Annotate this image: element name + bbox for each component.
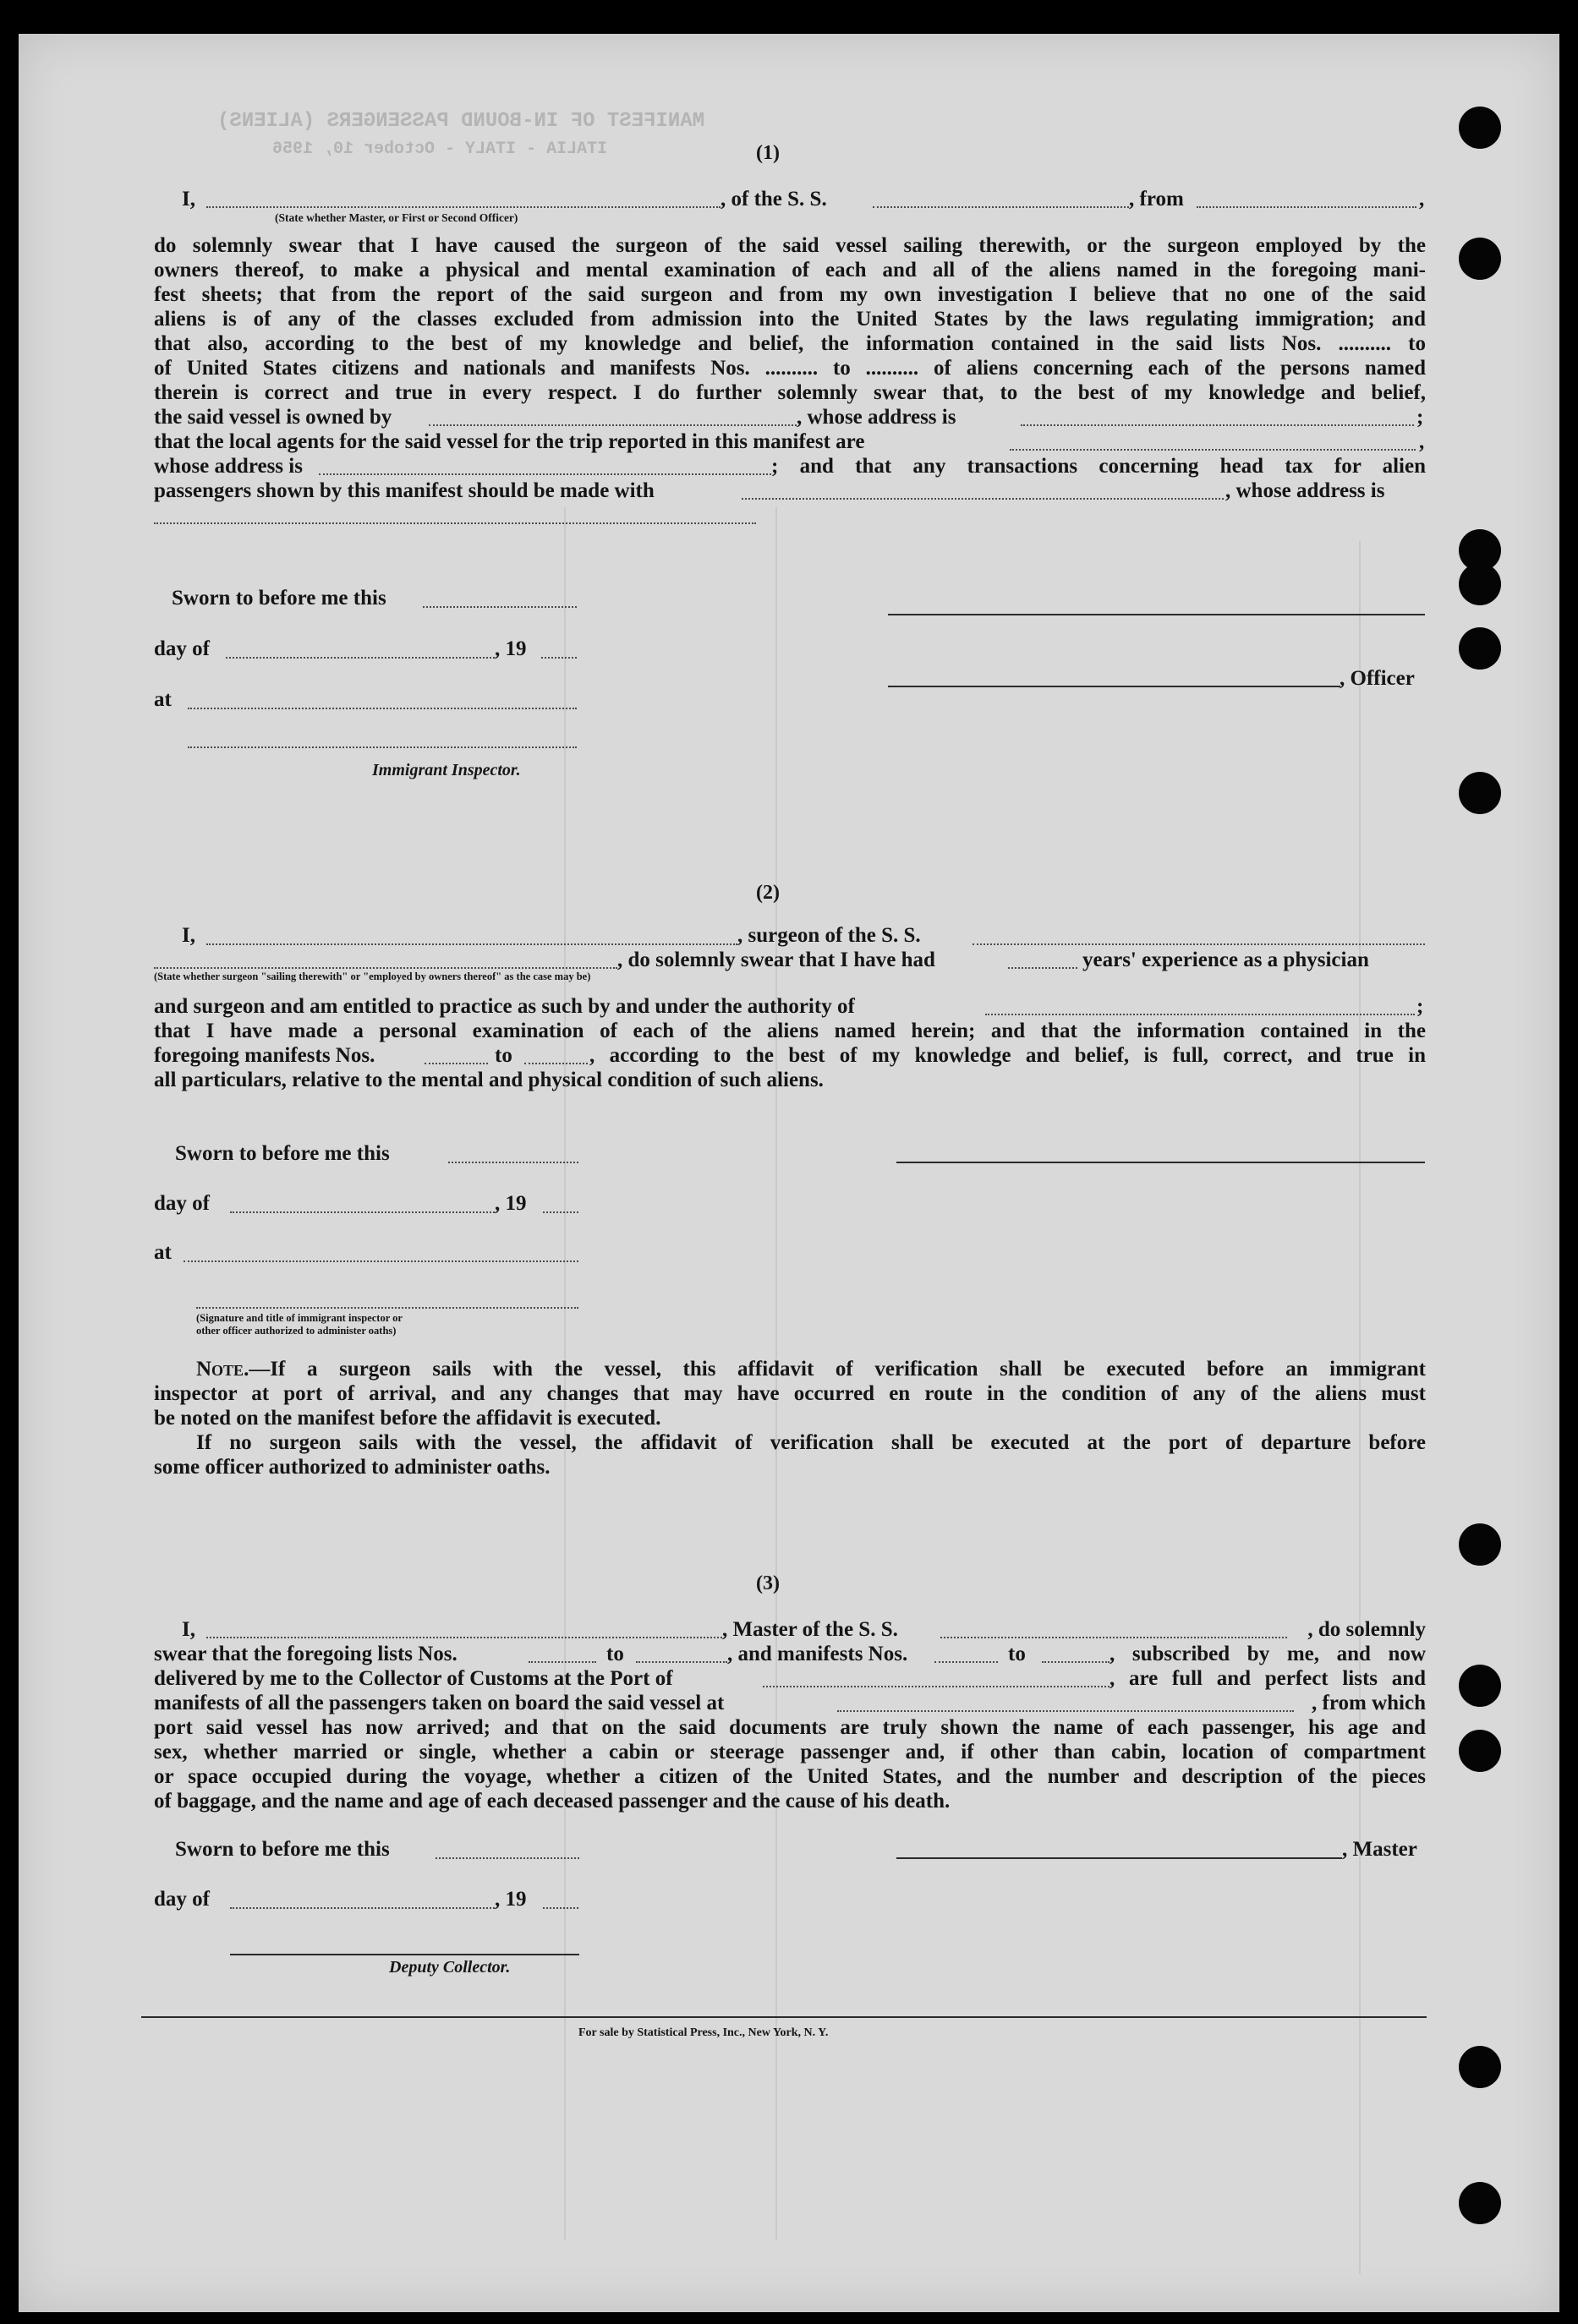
whose-address-label: , whose address is (797, 406, 956, 429)
passengers-shown-label: passengers shown by this manifest should be made with (154, 479, 655, 502)
manifests-to-field[interactable] (1042, 1661, 1110, 1663)
bleed-through-header-2: ITALIA - ITALY - October 10, 1956 (272, 139, 608, 159)
manifest-from-field[interactable] (425, 1063, 488, 1064)
master-name-field[interactable] (206, 1637, 722, 1638)
master-label: , Master (1342, 1838, 1417, 1861)
to-label: to (1008, 1643, 1026, 1665)
manifests-from-field[interactable] (934, 1661, 998, 1663)
lists-to-field[interactable] (636, 1661, 727, 1663)
according-text: , according to the best of my knowledge and belief, is full, correct, and true in (589, 1044, 1426, 1067)
head-tax-party-field[interactable] (742, 498, 1224, 500)
punch-hole (1459, 238, 1501, 280)
footer-imprint: For sale by Statistical Press, Inc., New York, N. Y. (578, 2026, 829, 2039)
section-2-heading: (2) (756, 882, 780, 904)
to-label: to (495, 1044, 512, 1067)
day-of-label: day of (154, 1888, 210, 1911)
inspector-signature-field[interactable] (188, 746, 577, 748)
head-tax-address-field[interactable] (154, 522, 756, 524)
and-manifests-label: , and manifests Nos. (727, 1643, 908, 1665)
collector-signature-line[interactable] (230, 1954, 579, 1955)
do-solemnly-swear: , do solemnly swear that I have had (617, 949, 935, 971)
sworn-year-field[interactable] (543, 1907, 578, 1909)
oath-text-line: fest sheets; that from the report of the said surgeon and from my own investigation I believe that no one of the said (154, 283, 1426, 306)
sworn-year-field[interactable] (541, 657, 577, 659)
oath-text-line: do solemnly swear that I have caused the surgeon of the said vessel sailing therewith, or the surgeon employed by the (154, 234, 1426, 257)
oath-text-line: that also, according to the best of my knowledge and belief, the information contained in the said lists Nos. .......... to (154, 332, 1426, 355)
officer-name-field[interactable] (206, 206, 721, 208)
punch-hole (1459, 2046, 1501, 2088)
subscribed-text: , subscribed by me, and now (1110, 1643, 1426, 1665)
sworn-date-field[interactable] (423, 606, 577, 608)
inspector-signature-field[interactable] (196, 1307, 578, 1309)
of-ss-label: , of the S. S. (721, 188, 827, 211)
signature-title-note: other officer authorized to administer oaths) (196, 1325, 397, 1337)
master-i-label: I, (182, 1618, 195, 1641)
oath-text-line: owners thereof, to make a physical and mental examination of each and all of the aliens named in the foregoing mani- (154, 259, 1426, 282)
surgeon-name-field[interactable] (206, 943, 737, 945)
note-text: —If a surgeon sails with the vessel, this affidavit of verification shall be executed before an immigrant (249, 1358, 1426, 1381)
owner-address-field[interactable] (1021, 424, 1414, 426)
year-label: , 19 (495, 637, 527, 660)
whose-address-label: , whose address is (1225, 479, 1385, 502)
swear-lists-label: swear that the foregoing lists Nos. (154, 1643, 458, 1665)
agents-address-field[interactable] (319, 473, 771, 475)
section-1-heading: (1) (756, 142, 780, 164)
punch-hole (1459, 1523, 1501, 1566)
year-label: , 19 (495, 1888, 527, 1911)
manifests-all-label: manifests of all the passengers taken on board the said vessel at (154, 1692, 725, 1714)
deputy-collector-label: Deputy Collector. (389, 1958, 511, 1977)
owned-by-label: the said vessel is owned by (154, 406, 392, 429)
note-label: Note. (196, 1358, 249, 1381)
do-solemnly-label: , do solemnly (1307, 1618, 1426, 1641)
trailing-comma: , (1419, 430, 1425, 453)
note-first-line (196, 1357, 1426, 1382)
years-experience-label: years' experience as a physician (1082, 949, 1369, 971)
officer-label: , Officer (1340, 667, 1415, 690)
surgeon-of-ss-label: , surgeon of the S. S. (737, 924, 921, 947)
to-label: to (606, 1643, 624, 1665)
delivered-label: delivered by me to the Collector of Customs at the Port of (154, 1667, 673, 1690)
sworn-month-field[interactable] (226, 657, 495, 659)
from-label: , from (1129, 188, 1184, 211)
surgeon-signature-line[interactable] (896, 1162, 1425, 1163)
sworn-date-field[interactable] (448, 1162, 578, 1163)
officer-rank-note: (State whether Master, or First or Second Officer) (275, 211, 518, 224)
master-vessel-field[interactable] (940, 1637, 1287, 1638)
oath-text-line: aliens is of any of the classes excluded from admission into the United States by the laws regulating immigration; and (154, 308, 1426, 331)
manifest-to-field[interactable] (524, 1063, 588, 1064)
semicolon: ; (1416, 995, 1424, 1018)
day-of-label: day of (154, 637, 210, 660)
section-3-heading: (3) (756, 1572, 780, 1594)
punch-hole (1459, 107, 1501, 149)
sworn-month-field[interactable] (230, 1907, 495, 1909)
note-line: be noted on the manifest before the affidavit is executed. (154, 1407, 661, 1430)
surgeon-status-field[interactable] (154, 967, 617, 969)
oath-text-line: of United States citizens and nationals and manifests Nos. .......... to .......... of aliens concerning each of the persons named (154, 357, 1426, 380)
footer-rule (141, 2016, 1427, 2018)
collector-port-field[interactable] (763, 1686, 1110, 1687)
note-line: If no surgeon sails with the vessel, the affidavit of verification shall be executed at the port of departure before (196, 1431, 1426, 1454)
full-perfect-text: , are full and perfect lists and (1110, 1667, 1426, 1690)
departure-port-field[interactable] (1197, 206, 1416, 208)
punch-hole (1459, 2182, 1501, 2224)
note-line: some officer authorized to administer oaths. (154, 1456, 551, 1479)
signature-title-note: (Signature and title of immigrant inspector or (196, 1312, 403, 1324)
year-label: , 19 (495, 1192, 527, 1215)
local-agents-label: that the local agents for the said vessel for the trip reported in this manifest are (154, 430, 865, 453)
vessel-name-field[interactable] (873, 206, 1129, 208)
at-label: at (154, 1241, 172, 1264)
punch-hole (1459, 563, 1501, 605)
oath-i-label: I, (182, 188, 195, 211)
officer-signature-line-1[interactable] (888, 614, 1425, 615)
form-page (19, 34, 1559, 2312)
sworn-place-field[interactable] (188, 708, 577, 709)
sworn-label: Sworn to before me this (175, 1838, 390, 1861)
sworn-label: Sworn to before me this (172, 587, 386, 610)
immigrant-inspector-label: Immigrant Inspector. (372, 761, 521, 779)
embark-port-field[interactable] (837, 1710, 1294, 1712)
local-agents-field[interactable] (1010, 449, 1416, 451)
note-line: inspector at port of arrival, and any changes that may have occurred en route in the condition of any of the aliens must (154, 1382, 1426, 1405)
authority-label: and surgeon and am entitled to practice as such by and under the authority of (154, 995, 855, 1018)
punch-hole (1459, 772, 1501, 814)
sworn-month-field[interactable] (230, 1211, 495, 1213)
foregoing-manifests-label: foregoing manifests Nos. (154, 1044, 375, 1067)
at-label: at (154, 688, 172, 711)
punch-hole (1459, 627, 1501, 670)
surgeon-status-note: (State whether surgeon "sailing therewith" or "employed by owners thereof" as the case may be) (154, 971, 591, 982)
authority-field[interactable] (985, 1014, 1415, 1015)
head-tax-text: ; and that any transactions concerning head tax for alien (771, 455, 1426, 478)
master-oath-line: or space occupied during the voyage, whether a citizen of the United States, and the number and description of the pieces (154, 1765, 1426, 1788)
master-oath-line: sex, whether married or single, whether a cabin or steerage passenger and, if other than cabin, location of compartment (154, 1741, 1426, 1764)
surgeon-vessel-field[interactable] (973, 943, 1425, 945)
all-particulars-line: all particulars, relative to the mental and physical condition of such aliens. (154, 1069, 824, 1091)
sworn-place-field[interactable] (184, 1260, 578, 1262)
sworn-date-field[interactable] (436, 1857, 579, 1859)
semicolon: ; (1416, 406, 1424, 429)
punch-hole (1459, 1665, 1501, 1707)
oath-text-line: therein is correct and true in every respect. I do further solemnly swear that, to the best of my knowledge and belief, (154, 381, 1426, 404)
bleed-through-header-1: MANIFEST OF IN-BOUND PASSENGERS (ALIENS) (217, 110, 705, 133)
lists-from-field[interactable] (529, 1661, 596, 1663)
surgeon-oath-line: that I have made a personal examination of each of the aliens named herein; and that the information contained in the (154, 1020, 1426, 1042)
from-which-label: , from which (1312, 1692, 1426, 1714)
owner-field[interactable] (429, 424, 797, 426)
day-of-label: day of (154, 1192, 210, 1215)
officer-signature-line-2[interactable] (888, 686, 1340, 687)
trailing-comma: , (1419, 188, 1425, 211)
bleed-through-rule (1359, 541, 1361, 2274)
master-oath-line: port said vessel has now arrived; and that on the said documents are truly shown the name of each passenger, his age and (154, 1716, 1426, 1739)
sworn-label: Sworn to before me this (175, 1142, 390, 1165)
sworn-year-field[interactable] (543, 1211, 578, 1213)
master-oath-last-line: of baggage, and the name and age of each deceased passenger and the cause of his death. (154, 1790, 951, 1813)
surgeon-i-label: I, (182, 924, 195, 947)
master-of-ss-label: , Master of the S. S. (722, 1618, 898, 1641)
punch-hole (1459, 1730, 1501, 1772)
master-signature-line[interactable] (896, 1857, 1342, 1859)
years-experience-field[interactable] (1008, 967, 1077, 969)
whose-address-label: whose address is (154, 455, 303, 478)
